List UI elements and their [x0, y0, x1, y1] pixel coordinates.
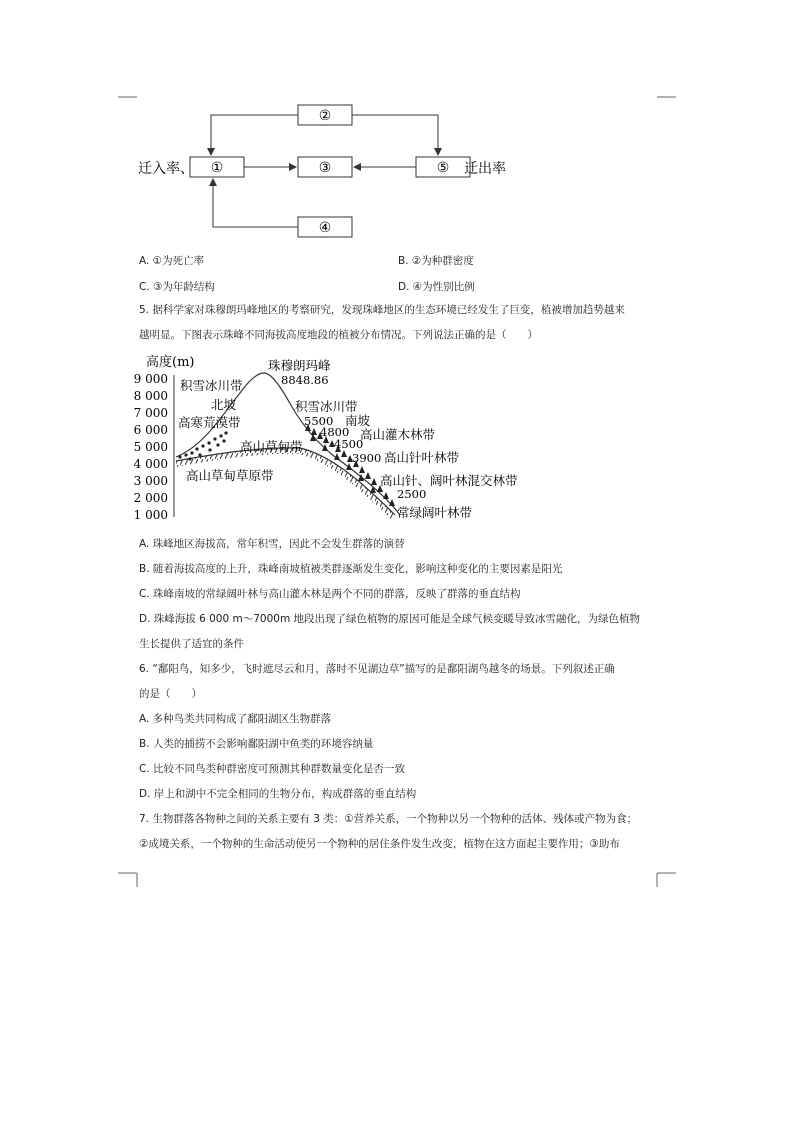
north-meadow-label: 高山草甸草原带 [186, 468, 274, 483]
y-tick-9000: 9 000 [133, 372, 168, 386]
south-slope-label: 南坡 [345, 413, 371, 428]
arrow-2-to-1 [211, 115, 298, 155]
arrow-2-to-5 [352, 115, 438, 155]
y-tick-5000: 5 000 [133, 440, 168, 454]
y-tick-1000: 1 000 [133, 508, 168, 522]
q5-option-a[interactable]: A. 珠峰地区海拔高，常年积雪，因此不会发生群落的演替 [139, 538, 405, 550]
mixed-label: 高山针、阔叶林混交林带 [380, 473, 518, 488]
shrub-label: 高山灌木林带 [360, 427, 436, 442]
arrow-4-to-1 [213, 179, 298, 227]
alt-4500: 4500 [334, 437, 364, 451]
alt-4800: 4800 [320, 425, 350, 439]
q4-option-a[interactable]: A. ①为死亡率 [139, 255, 205, 267]
diagram-box-2 [298, 105, 352, 125]
peak-height: 8848.86 [281, 373, 329, 387]
diagram-box-5 [416, 157, 470, 177]
box-1-label: ① [210, 160, 224, 176]
peak-name: 珠穆朗玛峰 [268, 358, 331, 373]
q5-stem-line1: 5. 据科学家对珠穆朗玛峰地区的考察研究，发现珠峰地区的生态环境已经发生了巨变，植被增加趋势越来 [139, 304, 625, 316]
q5-option-b[interactable]: B. 随着海拔高度的上升，珠峰南坡植被类群逐渐发生变化，影响这种变化的主要因素是阳光 [139, 563, 563, 575]
immigration-label: 迁入率、 [138, 161, 194, 177]
alt-3900: 3900 [352, 451, 382, 465]
north-slope-label: 北坡 [211, 397, 237, 412]
south-snow-label: 积雪冰川带 [295, 399, 358, 414]
box-4-label: ④ [318, 220, 332, 236]
y-tick-3000: 3 000 [133, 474, 168, 488]
box-5-label: ⑤ [436, 160, 450, 176]
y-tick-6000: 6 000 [133, 423, 168, 437]
q6-stem-line2: 的是（ ） [139, 688, 202, 700]
y-tick-7000: 7 000 [133, 406, 168, 420]
q5-option-d-line2: 生长提供了适宜的条件 [139, 638, 244, 650]
q6-stem-line1: 6. “鄱阳鸟，知多少，飞时遮尽云和月，落时不见湖边草”描写的是鄱阳湖鸟越冬的场景。下列叙述正确 [139, 663, 615, 675]
y-ticks [134, 372, 168, 522]
everest-vegetation-figure [0, 345, 794, 530]
box-3-label: ③ [318, 160, 332, 176]
q6-option-d[interactable]: D. 岸上和湖中不完全相同的生物分布，构成群落的垂直结构 [139, 788, 417, 800]
q6-option-a[interactable]: A. 多种鸟类共同构成了鄱阳湖区生物群落 [139, 713, 332, 725]
q5-option-c[interactable]: C. 珠峰南坡的常绿阔叶林与高山灌木林是两个不同的群落，反映了群落的垂直结构 [139, 588, 521, 600]
alt-5500: 5500 [304, 414, 334, 428]
diagram-box-1 [190, 157, 244, 177]
y-axis-title: 高度(m) [146, 355, 195, 370]
alpine-meadow-label: 高山草甸带 [240, 439, 303, 454]
alt-2500: 2500 [397, 487, 427, 501]
y-tick-8000: 8 000 [133, 389, 168, 403]
q7-line1: 7. 生物群落各物种之间的关系主要有 3 类：①营养关系，一个物种以另一个物种的活体、残体或产物为食； [139, 813, 638, 825]
north-desert-label: 高寒荒漠带 [178, 415, 241, 430]
y-tick-2000: 2 000 [133, 491, 168, 505]
q7-line2: ②成境关系，一个物种的生命活动使另一个物种的居住条件发生改变，植物在这方面起主要作用；③助布 [139, 838, 620, 850]
evergreen-label: 常绿阔叶林带 [397, 505, 473, 520]
q4-option-d[interactable]: D. ④为性别比例 [398, 281, 475, 293]
conifer-label: 高山针叶林带 [384, 450, 460, 465]
q6-option-b[interactable]: B. 人类的捕捞不会影响鄱阳湖中鱼类的环境容纳量 [139, 738, 374, 750]
north-snow-label: 积雪冰川带 [180, 378, 243, 393]
q6-option-c[interactable]: C. 比较不同鸟类种群密度可预测其种群数量变化是否一致 [139, 763, 406, 775]
q4-option-c[interactable]: C. ③为年龄结构 [139, 281, 215, 293]
diagram-box-3 [298, 157, 352, 177]
y-tick-4000: 4 000 [133, 457, 168, 471]
q5-option-d-line1[interactable]: D. 珠峰海拔 6 000 m～7000m 地段出现了绿色植物的原因可能是全球气候变暖导致冰雪融化，为绿色植物 [139, 613, 641, 625]
diagram-box-4 [298, 217, 352, 237]
population-flow-diagram [0, 0, 794, 250]
box-2-label: ② [318, 108, 332, 124]
q5-stem-line2: 越明显。下图表示珠峰不同海拔高度地段的植被分布情况。下列说法正确的是（ ） [139, 329, 538, 341]
q4-option-b[interactable]: B. ②为种群密度 [398, 255, 474, 267]
emigration-label: 迁出率 [464, 161, 506, 177]
